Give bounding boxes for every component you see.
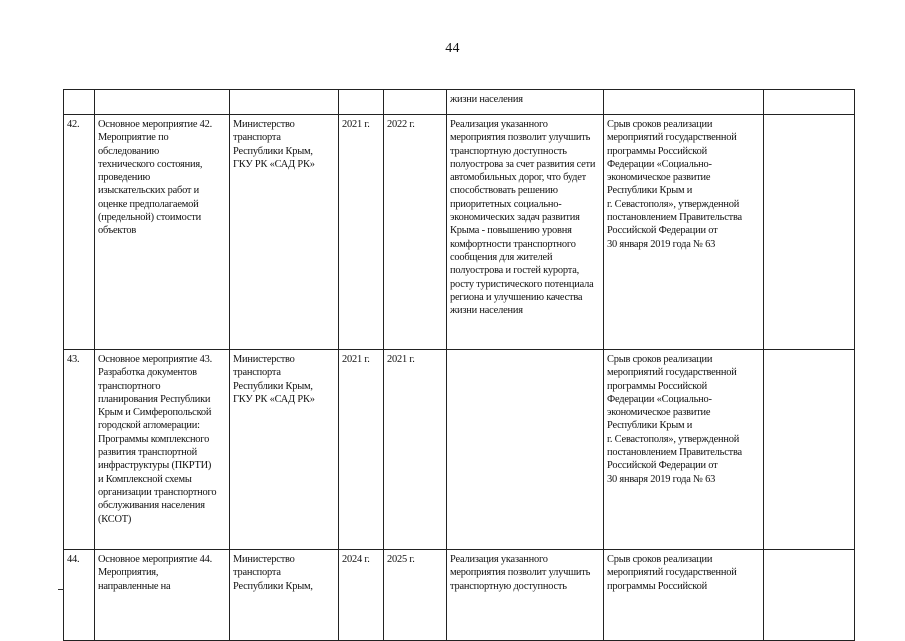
note-cell — [764, 550, 855, 641]
row-number: 43. — [64, 350, 95, 550]
table-row — [64, 90, 855, 115]
table-row — [64, 350, 855, 550]
table-row — [64, 115, 855, 350]
executor-cell: Министерство транспорта Республики Крым, ГКУ РК «САД РК» — [230, 350, 339, 550]
start-year-cell: 2024 г. — [339, 550, 384, 641]
expected-result-cell — [447, 350, 604, 550]
measure-cell — [95, 90, 230, 115]
row-number: 42. — [64, 115, 95, 350]
executor-cell: Министерство транспорта Республики Крым, ГКУ РК «САД РК» — [230, 115, 339, 350]
note-cell — [764, 90, 855, 115]
page-number: 44 — [445, 41, 460, 56]
program-measures-table — [63, 89, 855, 641]
executor-cell: Министерство транспорта Республики Крым, — [230, 550, 339, 641]
consequences-cell: Срыв сроков реализации мероприятий государственной программы Российской Федерации «Социально- экономическое развитие Республики Крым и г. Севастополя», утвержденной постановлением Правительства Российской Федерации от 30 января 2019 года № 63 — [604, 350, 764, 550]
consequences-cell: Срыв сроков реализации мероприятий государственной программы Российской Федерации «Социально- экономическое развитие Республики Крым и г. Севастополя», утвержденной постановлением Правительства Российской Федерации от 30 января 2019 года № 63 — [604, 115, 764, 350]
expected-result-cell: жизни населения — [447, 90, 604, 115]
measure-cell: Основное мероприятие 44. Мероприятия, направленные на — [95, 550, 230, 641]
note-cell — [764, 115, 855, 350]
row-number: 44. — [64, 550, 95, 641]
measure-cell: Основное мероприятие 42. Мероприятие по обследованию технического состояния, проведению изыскательских работ и оценке предполагаемой (предельной) стоимости объектов — [95, 115, 230, 350]
expected-result-cell: Реализация указанного мероприятия позволит улучшить транспортную доступность — [447, 550, 604, 641]
start-year-cell: 2021 г. — [339, 115, 384, 350]
table-row — [64, 550, 855, 641]
measure-cell: Основное мероприятие 43. Разработка документов транспортного планирования Республики Крым и Симферопольской городской агломерации: Программы комплексного развития транспортной инфраструктуры (ПКРТИ) и Комплексной схемы организации транспортного обслуживания населения (КСОТ) — [95, 350, 230, 550]
end-year-cell: 2021 г. — [384, 350, 447, 550]
note-cell — [764, 350, 855, 550]
row-number — [64, 90, 95, 115]
expected-result-cell: Реализация указанного мероприятия позволит улучшить транспортную доступность полуострова за счет развития сети автомобильных дорог, что будет способствовать решению приоритетных социально- экономических задач развития Крыма - повышению уровня комфортности транспортного сообщения для жителей полуострова и гостей курорта, росту туристического потенциала региона и улучшению качества жизни населения — [447, 115, 604, 350]
executor-cell — [230, 90, 339, 115]
end-year-cell — [384, 90, 447, 115]
margin-mark — [58, 589, 64, 590]
end-year-cell: 2022 г. — [384, 115, 447, 350]
start-year-cell — [339, 90, 384, 115]
consequences-cell: Срыв сроков реализации мероприятий государственной программы Российской — [604, 550, 764, 641]
consequences-cell — [604, 90, 764, 115]
start-year-cell: 2021 г. — [339, 350, 384, 550]
end-year-cell: 2025 г. — [384, 550, 447, 641]
